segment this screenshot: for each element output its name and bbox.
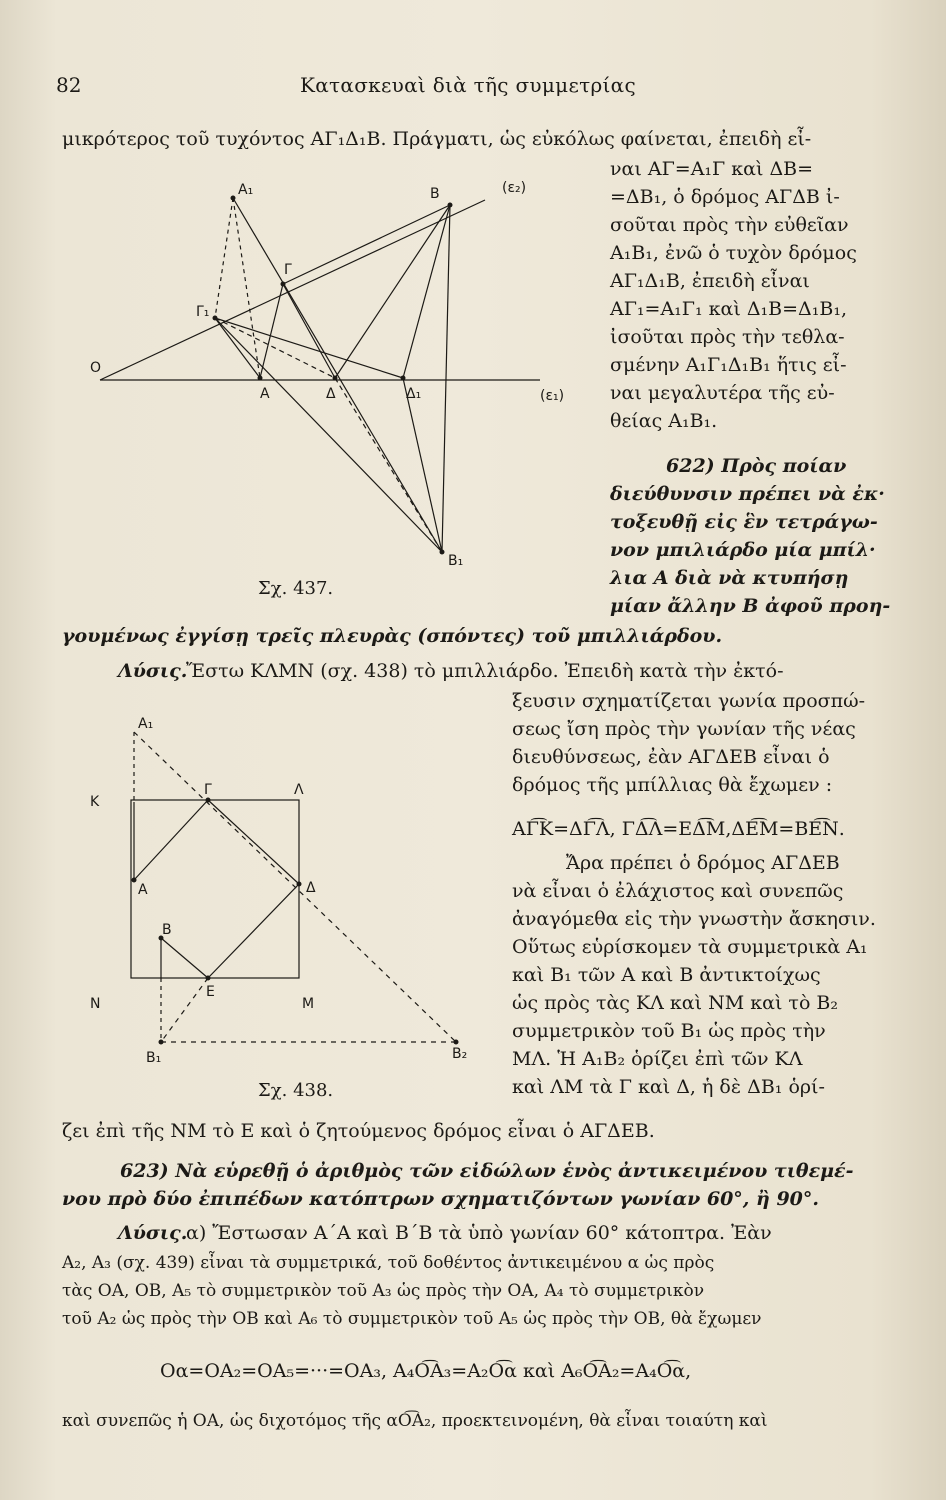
text-line: ναι ΑΓ=Α₁Γ καὶ ΔΒ= xyxy=(610,158,814,180)
label-A: A xyxy=(138,882,148,898)
page-number: 82 xyxy=(56,73,82,97)
text-line: διευθύνσεως, ἐὰν ΑΓΔΕΒ εἶναι ὁ xyxy=(512,746,830,768)
text-line: νον μπιλιάρδο μία μπίλ· xyxy=(610,539,876,561)
text-line: τοῦ Α₂ ὡς πρὸς τὴν ΟΒ καὶ Α₆ τὸ συμμετρικὸν τοῦ Α₅ ὡς πρὸς τὴν ΟΒ, θὰ ἔχωμεν xyxy=(62,1309,762,1329)
figure-437 xyxy=(90,170,600,610)
text-line: ὡς πρὸς τὰς ΚΛ καὶ ΝΜ καὶ τὸ Β₂ xyxy=(512,992,839,1014)
solution-label: Λύσις. xyxy=(118,1222,188,1244)
running-title: Κατασκευαὶ διὰ τῆς συμμετρίας xyxy=(300,73,636,97)
text-line: καὶ ΛΜ τὰ Γ καὶ Δ, ἡ δὲ ΔΒ₁ ὁρί- xyxy=(512,1076,825,1098)
text-line: συμμετρικὸν τοῦ Β₁ ὡς πρὸς τὴν xyxy=(512,1020,826,1042)
text-line: ΜΛ. Ἡ Α₁Β₂ ὁρίζει ἐπὶ τῶν ΚΛ xyxy=(512,1048,803,1070)
label-B: B xyxy=(430,186,440,202)
label-D: Δ xyxy=(326,386,336,402)
label-N: N xyxy=(90,996,101,1012)
label-O: O xyxy=(90,360,102,376)
text-line: ἀναγόμεθα εἰς τὴν γνωστὴν ἄσκησιν. xyxy=(512,908,876,930)
label-B: B xyxy=(162,922,172,938)
label-A: A xyxy=(260,386,270,402)
text-line: ΑΓ₁=Α₁Γ₁ καὶ Δ₁Β=Δ₁Β₁, xyxy=(610,298,847,320)
text-line: διεύθυνσιν πρέπει νὰ ἐκ· xyxy=(610,483,885,505)
equation-line: Οα=ΟΑ₂=ΟΑ₅=···=ΟΑ₃, Α₄Ο͡Α₃=Α₂Ο͡α καὶ Α₆Ο͡Α₂=Α₄Ο͡α, xyxy=(160,1360,692,1382)
equation-line: ΑΓ͡Κ=ΔΓ͡Λ, ΓΔ͡Λ=ΕΔ͡Μ,ΔΕ͡Μ=ΒΕ͡Ν. xyxy=(512,818,845,840)
label-A1: A₁ xyxy=(238,182,254,198)
text-line: μικρότερος τοῦ τυχόντος ΑΓ₁Δ₁Β. Πράγματι, ὡς εὐκόλως φαίνεται, ἐπειδὴ εἶ- xyxy=(62,128,812,150)
label-e2: (ε₂) xyxy=(502,180,527,196)
label-B1: B₁ xyxy=(146,1050,162,1066)
text-line: α) Ἔστωσαν Α΄Α καὶ Β΄Β τὰ ὑπὸ γωνίαν 60° κάτοπτρα. Ἐὰν xyxy=(186,1222,772,1244)
text-line: ἰσοῦται πρὸς τὴν τεθλα- xyxy=(610,326,845,348)
text-line: καὶ συνεπῶς ἡ ΟΑ, ὡς διχοτόμος τῆς αΟ͡Α₂, προεκτεινομένη, θὰ εἶναι τοιαύτη καὶ xyxy=(62,1411,768,1431)
text-line: νου πρὸ δύο ἐπιπέδων κατόπτρων σχηματιζόντων γωνίαν 60°, ἢ 90°. xyxy=(62,1188,820,1210)
text-line: ΑΓ₁Δ₁Β, ἐπειδὴ εἶναι xyxy=(610,270,810,292)
label-G: Γ xyxy=(284,262,292,278)
text-line: Οὕτως εὑρίσκομεν τὰ συμμετρικὰ Α₁ xyxy=(512,936,868,958)
text-line: σεως ἴση πρὸς τὴν γωνίαν τῆς νέας xyxy=(512,718,856,740)
text-line: τὰς ΟΑ, ΟΒ, Α₅ τὸ συμμετρικὸν τοῦ Α₃ ὡς πρὸς τὴν ΟΑ, Α₄ τὸ συμμετρικὸν xyxy=(62,1281,705,1301)
text-line: καὶ Β₁ τῶν Α καὶ Β ἀντικτοίχως xyxy=(512,964,821,986)
caption-438: Σχ. 438. xyxy=(258,1080,334,1101)
label-B2: B₂ xyxy=(452,1046,468,1062)
label-M: M xyxy=(302,996,315,1012)
text-line: ναι μεγαλυτέρα τῆς εὐ- xyxy=(610,382,835,404)
text-line: γουμένως ἐγγίσῃ τρεῖς πλευρὰς (σπόντες) τοῦ μπιλλιάρδου. xyxy=(62,625,723,647)
label-e1: (ε₁) xyxy=(540,388,565,404)
text-line: θείας Α₁Β₁. xyxy=(610,410,718,432)
text-line: μίαν ἄλλην Β ἀφοῦ προη- xyxy=(610,595,891,617)
text-line: ζει ἐπὶ τῆς ΝΜ τὸ Ε καὶ ὁ ζητούμενος δρόμος εἶναι ὁ ΑΓΔΕΒ. xyxy=(62,1120,655,1142)
text-line: =ΔΒ₁, ὁ δρόμος ΑΓΔΒ ἰ- xyxy=(610,186,840,208)
label-G1: Γ₁ xyxy=(196,304,210,320)
problem-623-title: 623) Νὰ εὑρεθῇ ὁ ἀριθμὸς τῶν εἰδώλων ἑνὸς ἀντικειμένου τιθεμέ- xyxy=(120,1160,854,1182)
text-line: σοῦται πρὸς τὴν εὐθεῖαν xyxy=(610,214,849,236)
text-line: ξευσιν σχηματίζεται γωνία προσπώ- xyxy=(512,690,866,712)
text-line: Ἔστω ΚΛΜΝ (σχ. 438) τὸ μπιλλιάρδο. Ἐπειδὴ κατὰ τὴν ἐκτό- xyxy=(186,660,784,682)
label-E: E xyxy=(206,984,215,1000)
text-line: δρόμος τῆς μπίλλιας θὰ ἔχωμεν : xyxy=(512,774,833,796)
problem-622-title: 622) Πρὸς ποίαν xyxy=(666,455,847,477)
label-L: Λ xyxy=(294,782,304,798)
text-line: λια Α διὰ νὰ κτυπήσῃ xyxy=(610,567,849,589)
line-b-b1 xyxy=(442,205,450,552)
text-line: Α₂, Α₃ (σχ. 439) εἶναι τὰ συμμετρικά, τοῦ δοθέντος ἀντικειμένου α ὡς πρὸς xyxy=(62,1253,715,1273)
label-G: Γ xyxy=(204,782,212,798)
text-line: τοξευθῇ εἰς ἓν τετράγω- xyxy=(610,511,878,533)
figure-438 xyxy=(86,712,486,1112)
label-A1: A₁ xyxy=(138,716,154,732)
label-D: Δ xyxy=(306,880,316,896)
text-line: Ἄρα πρέπει ὁ δρόμος ΑΓΔΕΒ xyxy=(566,852,840,874)
label-B1: B₁ xyxy=(448,553,464,569)
text-line: σμένην Α₁Γ₁Δ₁Β₁ ἥτις εἶ- xyxy=(610,354,847,376)
label-D1: Δ₁ xyxy=(406,386,422,402)
billiard-table xyxy=(131,800,299,978)
caption-437: Σχ. 437. xyxy=(258,578,334,599)
text-line: Α₁Β₁, ἐνῶ ὁ τυχὸν δρόμος xyxy=(610,242,857,264)
label-K: K xyxy=(90,794,100,810)
text-line: νὰ εἶναι ὁ ἐλάχιστος καὶ συνεπῶς xyxy=(512,880,844,902)
solution-label: Λύσις. xyxy=(118,660,188,682)
